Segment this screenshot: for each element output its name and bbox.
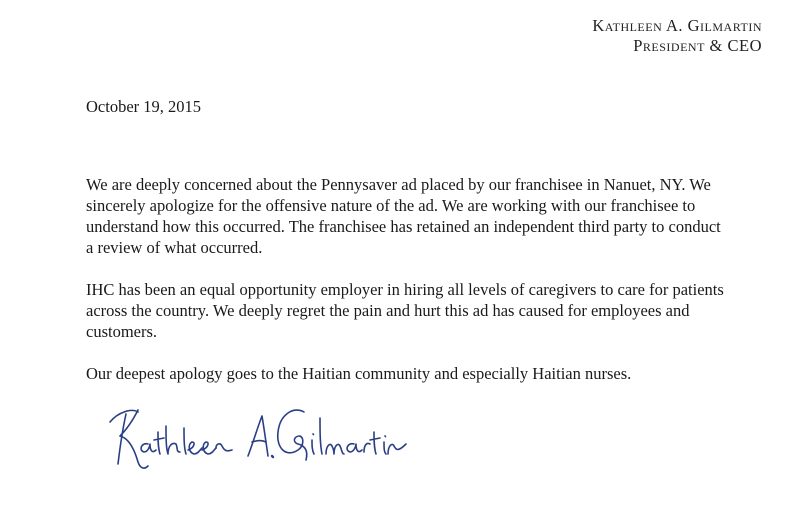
body-paragraph: IHC has been an equal opportunity employer in hiring all levels of caregivers to care for patients across the country. We deeply regret the pain and hurt this ad has caused for employees and customers. — [86, 280, 724, 341]
signature-strokes — [110, 410, 406, 468]
signature-stroke — [370, 432, 380, 454]
signature-stroke — [312, 434, 314, 454]
letter-body — [86, 174, 726, 405]
signature-stroke — [184, 428, 186, 454]
signature-svg — [108, 392, 408, 482]
signature-stroke — [188, 442, 202, 454]
letter-date: October 19, 2015 — [86, 97, 202, 116]
signature-stroke — [202, 442, 216, 454]
signature-stroke — [252, 441, 266, 443]
letterhead-name: Kathleen A. Gilmartin — [592, 16, 762, 35]
signature-stroke — [326, 444, 344, 454]
signature-stroke — [272, 456, 273, 457]
signature-stroke — [384, 436, 386, 454]
body-paragraph: Our deepest apology goes to the Haitian community and especially Haitian nurses. — [86, 364, 632, 383]
signature-stroke — [141, 444, 156, 452]
signature-stroke — [166, 426, 180, 454]
signature-image — [108, 392, 408, 482]
letterhead — [592, 16, 762, 56]
signature-stroke — [364, 443, 370, 452]
signature-stroke — [320, 418, 322, 454]
body-paragraph: We are deeply concerned about the Pennysaver ad placed by our franchisee in Nanuet, NY. We sincerely apologize for the offensive nature of the ad. We are working with our franchisee to understand how this occurred. The franchisee has retained an independent third party to conduct a review of what occurred. — [86, 175, 721, 257]
letterhead-title: President & CEO — [633, 36, 762, 55]
signature-stroke — [388, 444, 406, 454]
signature-stroke — [248, 416, 268, 456]
signature-stroke — [347, 444, 362, 452]
signature-stroke — [278, 410, 307, 460]
signature-stroke — [216, 444, 232, 451]
